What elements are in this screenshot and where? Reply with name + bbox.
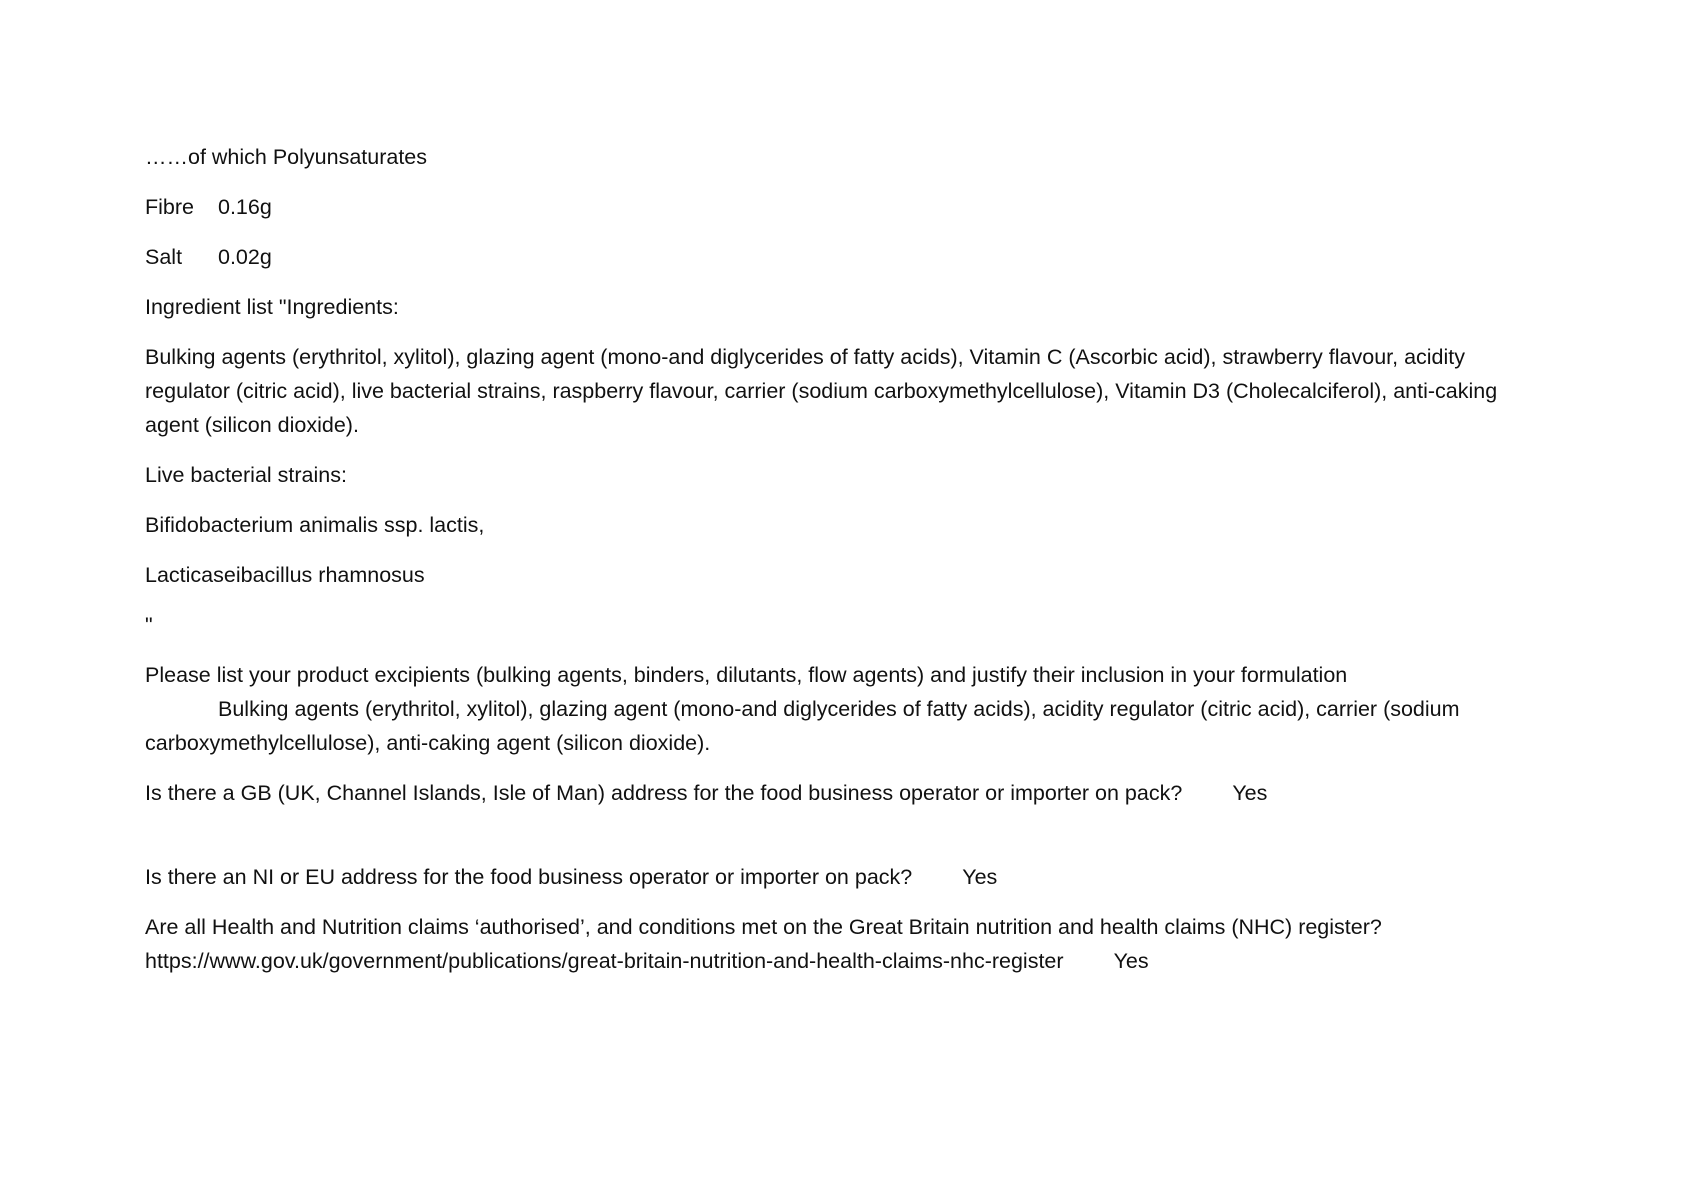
ni-eu-address-question: Is there an NI or EU address for the food business operator or importer on pack? [145, 865, 913, 889]
salt-row [145, 240, 1545, 274]
fibre-row [145, 190, 1545, 224]
fibre-value: 0.16g [218, 195, 272, 219]
ingredient-list-label: Ingredient list "Ingredients: [145, 295, 399, 319]
ingredients-text: Bulking agents (erythritol, xylitol), glazing agent (mono-and diglycerides of fatty acids), Vitamin C (Ascorbic acid), strawberry flavour, acidity regulator (citric acid), live bacterial strains, raspberry flavour, carrier (sodium carboxymethylcellulose), Vitamin D3 (Cholecalciferol), anti-caking agent (silicon dioxide). [145, 345, 1498, 437]
live-strains-label: Live bacterial strains: [145, 463, 347, 487]
closing-quote: " [145, 613, 153, 637]
ni-eu-address-block [145, 860, 1545, 894]
ni-eu-address-answer: Yes [962, 865, 998, 889]
gb-address-block [145, 776, 1545, 810]
fibre-label: Fibre [145, 195, 194, 219]
strain-2: Lacticaseibacillus rhamnosus [145, 563, 425, 587]
strain-1: Bifidobacterium animalis ssp. lactis, [145, 513, 485, 537]
polyunsaturates-label: ……of which Polyunsaturates [145, 145, 428, 169]
excipients-answer: Bulking agents (erythritol, xylitol), glazing agent (mono-and diglycerides of fatty acids), acidity regulator (citric acid), carrier (sodium carboxymethylcellulose), anti-caking agent (silicon dioxide). [145, 697, 1460, 755]
excipients-question: Please list your product excipients (bulking agents, binders, dilutants, flow agents) and justify their inclusion in your formulation [145, 663, 1348, 687]
nhc-block [145, 910, 1545, 978]
salt-label: Salt [145, 245, 183, 269]
salt-value: 0.02g [218, 245, 272, 269]
gb-address-question: Is there a GB (UK, Channel Islands, Isle of Man) address for the food business operator or importer on pack? [145, 781, 1183, 805]
document-page [145, 140, 1545, 994]
excipients-block [145, 658, 1545, 760]
nhc-url: https://www.gov.uk/government/publications/great-britain-nutrition-and-health-claims-nhc-register [145, 949, 1064, 973]
nhc-answer: Yes [1113, 949, 1149, 973]
nhc-question: Are all Health and Nutrition claims ‘authorised’, and conditions met on the Great Britain nutrition and health claims (NHC) register? [145, 915, 1382, 939]
gb-address-answer: Yes [1232, 781, 1268, 805]
